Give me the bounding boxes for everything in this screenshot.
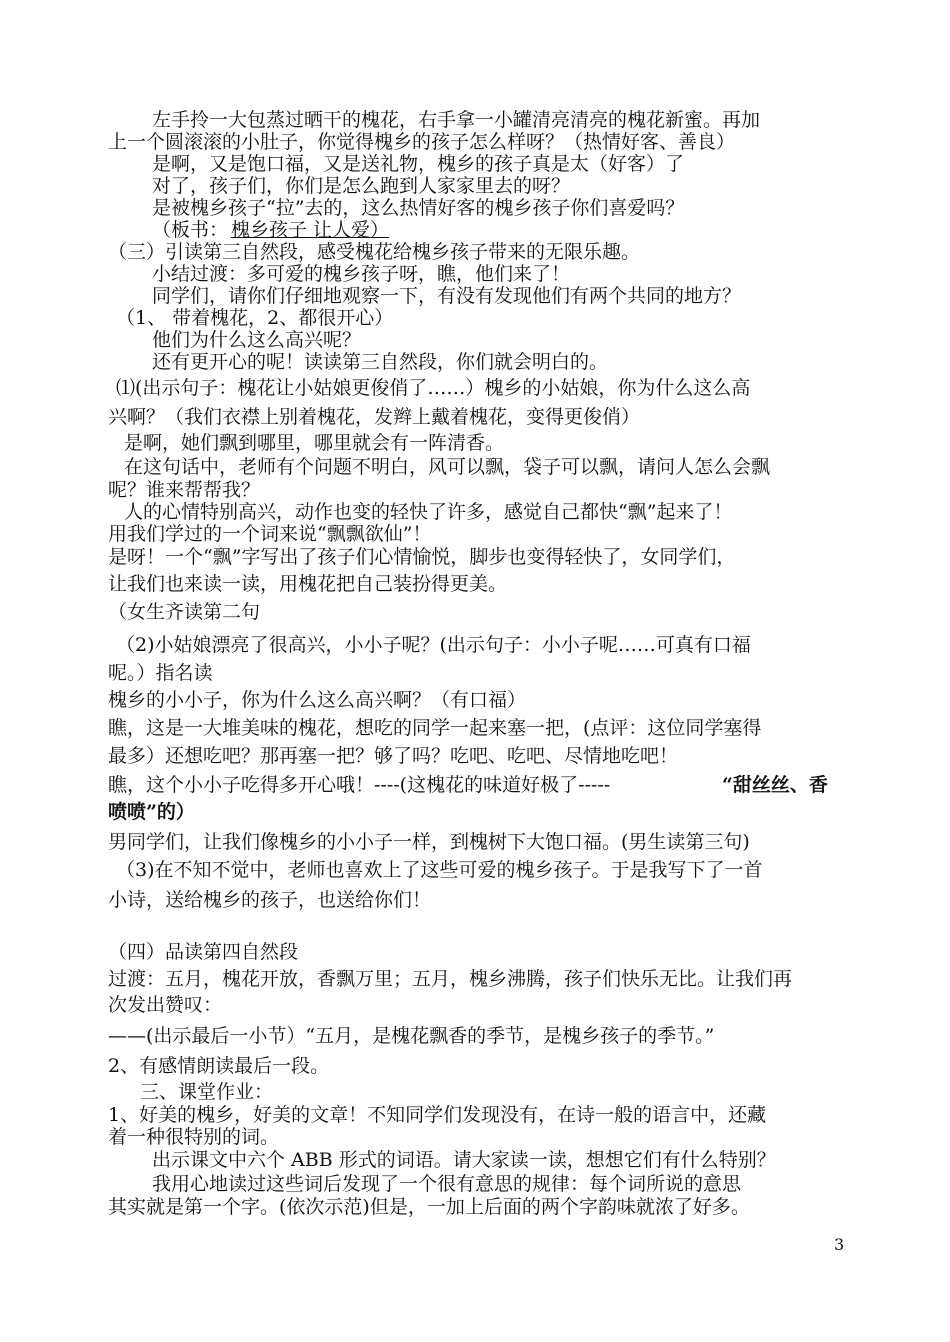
text-line: 男同学们，让我们像槐乡的小小子一样，到槐树下大饱口福。(男生读第三句) xyxy=(108,831,750,853)
text-line: 小诗，送给槐乡的孩子，也送给你们！ xyxy=(108,889,432,911)
text-line: 呢。）指名读 xyxy=(108,662,213,684)
text-line: 过渡：五月，槐花开放，香飘万里；五月，槐乡沸腾，孩子们快乐无比。让我们再 xyxy=(108,968,793,990)
section-heading: 三、课堂作业： xyxy=(140,1081,274,1103)
text-line: 还有更开心的呢！读读第三自然段，你们就会明白的。 xyxy=(152,351,609,373)
section-heading: （三）引读第三自然段，感受槐花给槐乡孩子带来的无限乐趣。 xyxy=(108,241,641,263)
text-line: 是啊，她们飘到哪里，哪里就会有一阵清香。 xyxy=(124,432,505,454)
bold-phrase: 喷喷”的） xyxy=(108,801,195,823)
text-line: 兴啊？（我们衣襟上别着槐花，发辫上戴着槐花，变得更俊俏） xyxy=(108,406,641,428)
text-line: 上一个圆滚滚的小肚子，你觉得槐乡的孩子怎么样呀？（热情好客、善良） xyxy=(108,131,736,153)
text-line: （板书： xyxy=(152,219,229,241)
text-line: 是被槐乡孩子“拉”去的，这么热情好客的槐乡孩子你们喜爱吗？ xyxy=(152,197,685,219)
text-line: （3)在不知不觉中，老师也喜欢上了这些可爱的槐乡孩子。于是我写下了一首 xyxy=(116,859,763,881)
text-line: 1、好美的槐乡，好美的文章！不知同学们发现没有，在诗一般的语言中，还藏 xyxy=(108,1104,767,1126)
text-line: 人的心情特别高兴，动作也变的轻快了许多，感觉自己都快“飘”起来了！ xyxy=(124,501,733,523)
text-line: （1、 带着槐花，2、都很开心） xyxy=(116,307,394,329)
text-line: ⑴(出示句子：槐花让小姑娘更俊俏了……）槐乡的小姑娘，你为什么这么高 xyxy=(116,377,751,399)
text-line: 让我们也来读一读，用槐花把自己装扮得更美。 xyxy=(108,573,508,595)
text-line: 在这句话中，老师有个问题不明白，风可以飘，袋子可以飘，请问人怎么会飘 xyxy=(124,456,771,478)
text-line: 对了，孩子们，你们是怎么跑到人家家里去的呀？ xyxy=(152,175,571,197)
text-line: 我用心地读过这些词后发现了一个很有意思的规律：每个词所说的意思 xyxy=(152,1173,742,1195)
text-line: 瞧，这个小小子吃得多开心哦！----(这槐花的味道好极了----- xyxy=(108,774,611,796)
section-heading: （四）品读第四自然段 xyxy=(108,941,299,963)
text-line: 着一种很特别的词。 xyxy=(108,1126,280,1148)
text-line: 出示课文中六个 ABB 形式的词语。请大家读一读，想想它们有什么特别？ xyxy=(152,1149,776,1171)
page-number: 3 xyxy=(834,1235,845,1254)
text-line: 瞧，这是一大堆美味的槐花，想吃的同学一起来塞一把，(点评：这位同学塞得 xyxy=(108,717,762,739)
text-line: 呢？谁来帮帮我？ xyxy=(108,479,261,501)
text-line: 同学们，请你们仔细地观察一下，有没有发现他们有两个共同的地方？ xyxy=(152,285,742,307)
text-line: 其实就是第一个字。(依次示范)但是，一加上后面的两个字韵味就浓了好多。 xyxy=(108,1196,750,1218)
text-line: 次发出赞叹： xyxy=(108,994,223,1016)
text-line: 最多）还想吃吧？那再塞一把？够了吗？吃吧、吃吧、尽情地吃吧！ xyxy=(108,745,679,767)
text-line: （2)小姑娘漂亮了很高兴，小小子呢？(出示句子：小小子呢……可真有口福 xyxy=(116,634,751,656)
underlined-board-note: 槐乡孩子 让人爱） xyxy=(231,219,390,241)
text-line: 槐乡的小小子，你为什么这么高兴啊？（有口福） xyxy=(108,689,527,711)
text-line: 小结过渡：多可爱的槐乡孩子呀，瞧，他们来了！ xyxy=(152,263,571,285)
text-line: 他们为什么这么高兴呢？ xyxy=(152,329,362,351)
bold-phrase: “甜丝丝、香 xyxy=(722,774,828,796)
text-line: 是啊，又是饱口福，又是送礼物，槐乡的孩子真是太（好客）了 xyxy=(152,153,685,175)
text-line: （女生齐读第二句 xyxy=(108,601,261,623)
text-line: 2、有感情朗读最后一段。 xyxy=(108,1055,330,1077)
text-line: ——(出示最后一小节）“五月，是槐花飘香的季节，是槐乡孩子的季节。” xyxy=(108,1025,715,1047)
text-line: 用我们学过的一个词来说“飘飘欲仙”！ xyxy=(108,523,432,545)
text-line: 是呀！一个“飘”字写出了孩子们心情愉悦，脚步也变得轻快了，女同学们， xyxy=(108,546,736,568)
text-line: 左手拎一大包蒸过晒干的槐花，右手拿一小罐清亮清亮的槐花新蜜。再加 xyxy=(152,109,761,131)
